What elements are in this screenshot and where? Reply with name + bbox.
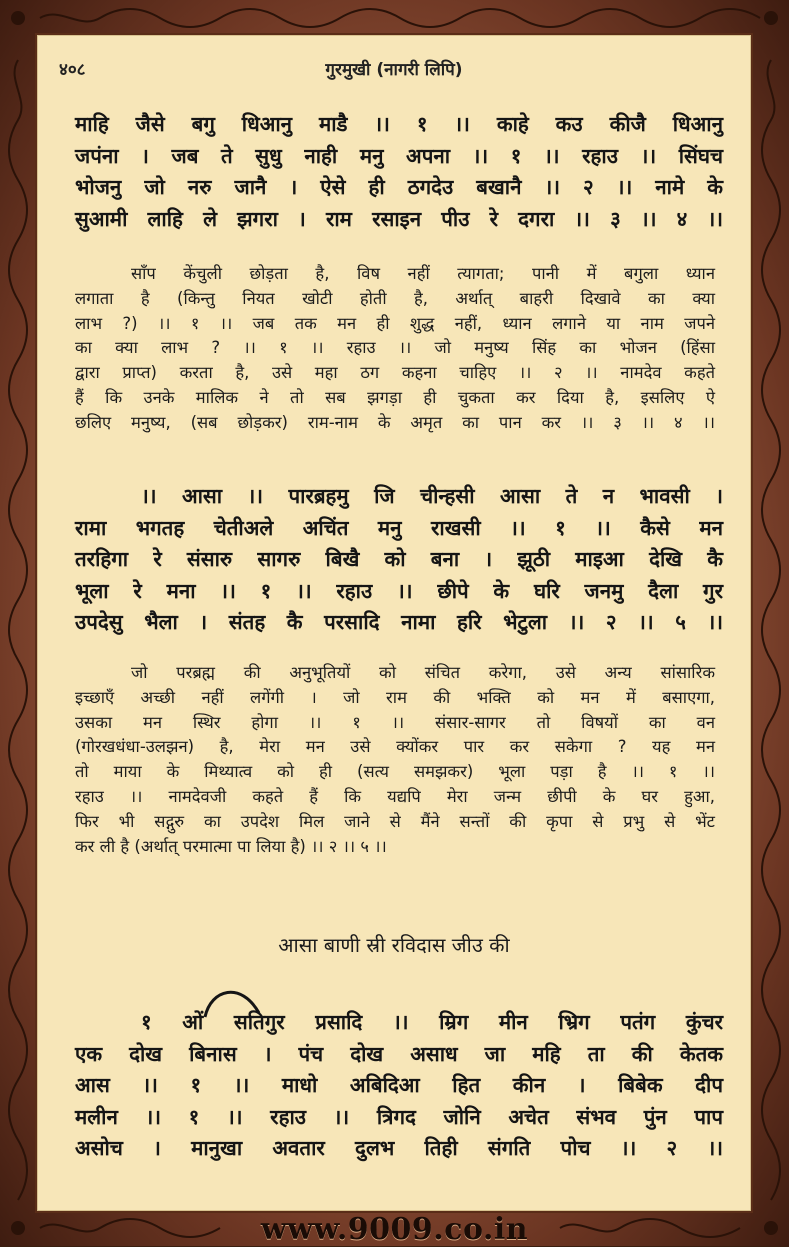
page-header — [37, 57, 751, 81]
translation-line: उसका मन स्थिर होगा ।। १ ।। संसार-सागर तो विषयों का वन — [75, 712, 715, 732]
section-title: आसा बाणी स्री रविदास जीउ की — [278, 933, 510, 957]
verse-line: आस ।। १ ।। माधो अबिदिआ हित कीन । बिबेक दीप — [75, 1073, 723, 1097]
gurmukhi-verse-block-1 — [75, 109, 723, 235]
hindi-translation-1 — [75, 262, 715, 436]
translation-line: साँप केंचुली छोड़ता है, विष नहीं त्यागता; पानी में बगुला ध्यान — [131, 264, 715, 283]
verse-line: तरहिगा रे संसारु सागरु बिखै को बना । झूठी माइआ देखि कै — [75, 547, 723, 571]
page-number: ४०८ — [59, 60, 86, 80]
verse-line: उपदेसु भैला । संतह कै परसादि नामा हरि भेटुला ।। २ ।। ५ ।। — [75, 610, 723, 634]
translation-line: रहाउ ।। नामदेवजी कहते हैं कि यद्यपि मेरा जन्म छीपी के घर हुआ, — [75, 786, 715, 806]
translation-line: फिर भी सद्गुरु का उपदेश मिल जाने से मैंने सन्तों की कृपा से प्रभु से भेंट — [75, 811, 715, 831]
hindi-translation-2 — [75, 661, 715, 859]
gurmukhi-verse-block-2 — [75, 481, 723, 639]
verse-line: मलीन ।। १ ।। रहाउ ।। त्रिगद जोनि अचेत संभव पुंन पाप — [75, 1104, 723, 1129]
verse-line: भोजनु जो नरु जानै । ऐसे ही ठगदेउ बखानै ।। २ ।। नामे के — [75, 175, 723, 199]
website-watermark: www.9009.co.in — [260, 1212, 529, 1247]
verse-line: जपंना । जब ते सुधु नाही मनु अपना ।। १ ।। रहाउ ।। सिंघच — [75, 143, 723, 168]
translation-line: इच्छाएँ अच्छी नहीं लगेंगी । जो राम की भक्ति को मन में बसाएगा, — [75, 687, 715, 707]
verse-line: सुआमी लाहि ले झगरा । राम रसाइन पीउ रे दगरा ।। ३ ।। ४ ।। — [75, 206, 723, 231]
book-page — [37, 35, 751, 1211]
translation-line: हैं कि उनके मालिक ने तो सब झगड़ा ही चुकता कर दिया है, इसलिए ऐ — [75, 387, 715, 407]
verse-line: माहि जैसे बगु धिआनु माडै ।। १ ।। काहे कउ कीजै धिआनु — [75, 112, 723, 136]
verse-line: रामा भगतह चेतीअले अचिंत मनु राखसी ।। १ ।। कैसे मन — [75, 515, 723, 540]
verse-line: एक दोख बिनास । पंच दोख असाध जा महि ता की केतक — [75, 1041, 723, 1066]
translation-line: लाभ ?) ।। १ ।। जब तक मन ही शुद्ध नहीं, ध्यान लगाने या नाम जपने — [75, 313, 715, 333]
translation-line: कर ली है (अर्थात् परमात्मा पा लिया है) ।। २ ।। ५ ।। — [75, 836, 387, 856]
verse-line: १ ओं सतिगुर प्रसादि ।। म्रिग मीन भ्रिग पतंग कुंचर — [141, 1010, 723, 1034]
translation-line: द्वारा प्राप्त) करता है, उसे महा ठग कहना चाहिए ।। २ ।। नामदेव कहते — [75, 363, 715, 383]
translation-line: तो माया के मिथ्यात्व को ही (सत्य समझकर) भूला पड़ा है ।। १ ।। — [75, 762, 715, 782]
translation-line: जो परब्रह्म की अनुभूतियों को संचित करेगा, उसे अन्य सांसारिक — [131, 663, 715, 682]
translation-line: छलिए मनुष्य, (सब छोड़कर) राम-नाम के अमृत का पान कर ।। ३ ।। ४ ।। — [75, 412, 715, 432]
running-title: गुरमुखी (नागरी लिपि) — [325, 60, 463, 80]
gurmukhi-verse-block-3 — [75, 1007, 723, 1165]
verse-line: असोच । मानुखा अवतार दुलभ तिही संगति पोच ।। २ ।। — [75, 1136, 723, 1160]
translation-line: (गोरखधंधा-उलझन) है, मेरा मन उसे क्योंकर पार कर सकेगा ? यह मन — [75, 737, 715, 757]
translation-line: लगाता है (किन्तु नियत खोटी होती है, अर्थात् बाहरी दिखावे का क्या — [75, 288, 715, 308]
translation-line: का क्या लाभ ? ।। १ ।। रहाउ ।। जो मनुष्य सिंह का भोजन (हिंसा — [75, 338, 715, 358]
verse-line: ।। आसा ।। पारब्रहमु जि चीन्हसी आसा ते न भावसी । — [141, 484, 723, 508]
verse-line: भूला रे मना ।। १ ।। रहाउ ।। छीपे के घरि जनमु दैला गुर — [75, 578, 723, 603]
